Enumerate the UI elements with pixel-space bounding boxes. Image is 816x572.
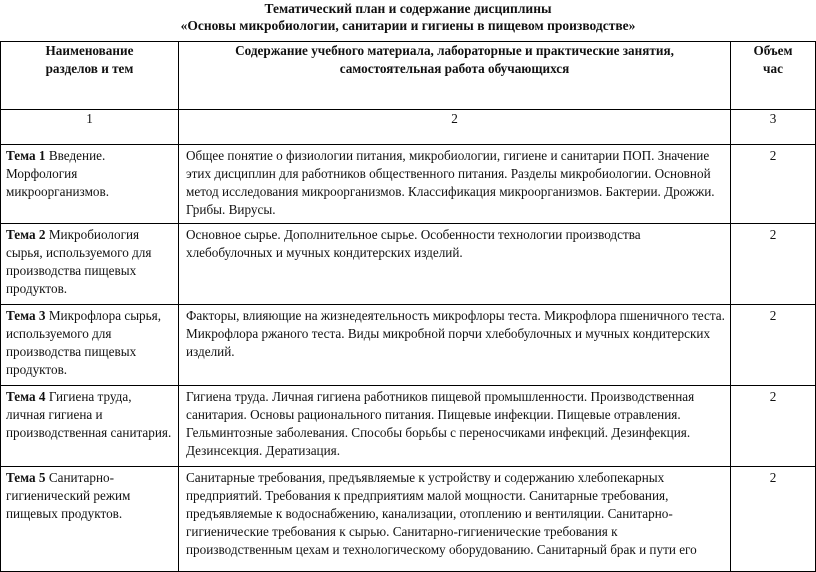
- hours-cell: 2: [731, 305, 816, 386]
- topic-label: Тема 4: [6, 389, 46, 404]
- thematic-plan-table: [0, 41, 816, 572]
- column-number: 1: [1, 110, 179, 145]
- topic-label: Тема 1: [6, 148, 46, 163]
- header-topics-line-2: разделов и тем: [45, 61, 134, 76]
- topic-title: Санитарно-гигиенический режим пищевых продуктов.: [6, 470, 131, 521]
- header-content-line-1: Содержание учебного материала, лабораторные и практические занятия,: [235, 43, 674, 58]
- content-cell: Санитарные требования, предъявляемые к устройству и содержанию хлебопекарных предприятий. Требования к предприятиям малой мощности. Санитарные требования, предъявляемые к водоснабжению, канализации, отоплению и вентиляции. Санитарно-гигиенические требования к сырью. Санитарно-гигиенические требования к производственным цехам и технологическому оборудованию. Санитарный брак и пути его: [179, 467, 731, 572]
- table-row: [1, 467, 816, 572]
- table-header-row: [1, 42, 816, 110]
- topic-cell: [1, 145, 179, 224]
- hours-cell: 2: [731, 467, 816, 572]
- title-line-2: «Основы микробиологии, санитарии и гигиены в пищевом производстве»: [180, 18, 636, 33]
- topic-cell: [1, 467, 179, 572]
- header-hours-line-2: час: [763, 61, 783, 76]
- topic-title: Микробиология сырья, используемого для производства пищевых продуктов.: [6, 227, 152, 296]
- content-cell: Основное сырье. Дополнительное сырье. Особенности технологии производства хлебобулочных и мучных кондитерских изделий.: [179, 224, 731, 305]
- hours-cell: 2: [731, 224, 816, 305]
- page-title: [0, 0, 816, 34]
- column-number: 3: [731, 110, 816, 145]
- topic-cell: [1, 386, 179, 467]
- header-hours: [731, 42, 816, 110]
- hours-cell: 2: [731, 386, 816, 467]
- topic-cell: [1, 305, 179, 386]
- header-topics-line-1: Наименование: [45, 43, 134, 58]
- content-cell: Общее понятие о физиологии питания, микробиологии, гигиене и санитарии ПОП. Значение этих дисциплин для работников общественного питания. Разделы микробиологии. Основной метод исследования микроорганизмов. Классификация микроорганизмов. Бактерии. Дрожжи. Грибы. Вирусы.: [179, 145, 731, 224]
- topic-cell: [1, 224, 179, 305]
- header-content-line-2: самостоятельная работа обучающихся: [339, 61, 570, 76]
- topic-label: Тема 5: [6, 470, 46, 485]
- header-content: [179, 42, 731, 110]
- header-hours-line-1: Объем: [753, 43, 793, 58]
- title-line-1: Тематический план и содержание дисциплины: [264, 1, 552, 16]
- table-row: [1, 305, 816, 386]
- topic-label: Тема 3: [6, 308, 46, 323]
- column-number: 2: [179, 110, 731, 145]
- column-number-row: [1, 110, 816, 145]
- topic-title: Микрофлора сырья, используемого для производства пищевых продуктов.: [6, 308, 162, 377]
- content-cell: Гигиена труда. Личная гигиена работников пищевой промышленности. Производственная санитария. Основы рационального питания. Пищевые инфекции. Пищевые отравления. Гельминтозные заболевания. Способы борьбы с переносчиками инфекций. Дезинфекция. Дезинсекция. Дератизация.: [179, 386, 731, 467]
- topic-title: Введение. Морфология микроорганизмов.: [6, 148, 110, 199]
- topic-title: Гигиена труда, личная гигиена и производственная санитария.: [6, 389, 172, 440]
- hours-cell: 2: [731, 145, 816, 224]
- topic-label: Тема 2: [6, 227, 46, 242]
- table-row: [1, 145, 816, 224]
- header-topics: [1, 42, 179, 110]
- content-cell: Факторы, влияющие на жизнедеятельность микрофлоры теста. Микрофлора пшеничного теста. Микрофлора ржаного теста. Виды микробной порчи хлебобулочных и мучных кондитерских изделий.: [179, 305, 731, 386]
- table-row: [1, 386, 816, 467]
- table-row: [1, 224, 816, 305]
